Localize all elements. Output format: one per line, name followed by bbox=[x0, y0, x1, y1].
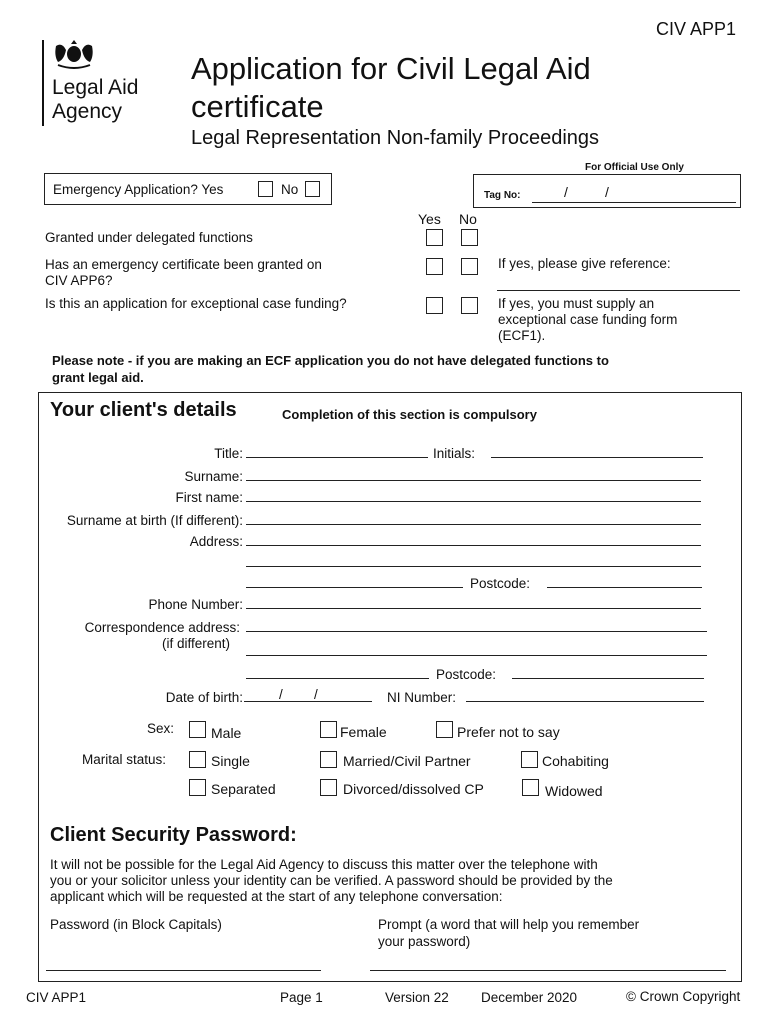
ecf-yes-checkbox[interactable] bbox=[426, 297, 443, 314]
sex-male-checkbox[interactable] bbox=[189, 721, 206, 738]
dob-slash-1: / bbox=[279, 687, 283, 702]
sex-prefer-not-label: Prefer not to say bbox=[457, 724, 560, 740]
footer-version: Version 22 bbox=[385, 990, 449, 1005]
royal-crest-icon bbox=[52, 38, 96, 70]
emergency-no-checkbox[interactable] bbox=[305, 181, 320, 197]
ecf-note-line3: (ECF1). bbox=[498, 328, 546, 343]
reference-field[interactable] bbox=[497, 290, 740, 291]
marital-separated-checkbox[interactable] bbox=[189, 779, 206, 796]
marital-single-label: Single bbox=[211, 753, 250, 769]
client-details-heading: Your client's details bbox=[50, 399, 237, 421]
surname-field[interactable] bbox=[246, 480, 701, 481]
tag-slash-1: / bbox=[564, 184, 568, 200]
ni-field[interactable] bbox=[466, 701, 704, 702]
security-para-line1: It will not be possible for the Legal Aid Agency to discuss this matter over the telephone with bbox=[50, 857, 598, 872]
prompt-label-line1: Prompt (a word that will help you remember bbox=[378, 917, 640, 932]
question-emergency-cert-line2: CIV APP6? bbox=[45, 273, 113, 288]
ni-label: NI Number: bbox=[387, 690, 457, 705]
sex-prefer-not-checkbox[interactable] bbox=[436, 721, 453, 738]
tag-no-label: Tag No: bbox=[484, 190, 521, 201]
marital-status-label: Marital status: bbox=[82, 752, 167, 767]
marital-married-label: Married/Civil Partner bbox=[343, 753, 471, 769]
delegated-yes-checkbox[interactable] bbox=[426, 229, 443, 246]
emergency-no-label: No bbox=[281, 182, 299, 197]
marital-married-checkbox[interactable] bbox=[320, 751, 337, 768]
surname-birth-field[interactable] bbox=[246, 524, 701, 525]
page-title-line1: Application for Civil Legal Aid bbox=[191, 51, 591, 86]
sex-male-label: Male bbox=[211, 725, 242, 741]
first-name-field[interactable] bbox=[246, 501, 701, 502]
sex-female-checkbox[interactable] bbox=[320, 721, 337, 738]
marital-cohabiting-checkbox[interactable] bbox=[521, 751, 538, 768]
footer-form-code: CIV APP1 bbox=[26, 990, 87, 1005]
emergency-cert-yes-checkbox[interactable] bbox=[426, 258, 443, 275]
password-label: Password (in Block Capitals) bbox=[50, 917, 222, 932]
marital-cohabiting-label: Cohabiting bbox=[542, 753, 609, 769]
phone-label: Phone Number: bbox=[148, 597, 243, 612]
logo bbox=[42, 38, 182, 130]
phone-field[interactable] bbox=[246, 608, 701, 609]
correspondence-field-3[interactable] bbox=[246, 678, 429, 679]
logo-bar bbox=[42, 40, 44, 126]
surname-label: Surname: bbox=[184, 469, 243, 484]
correspondence-field-2[interactable] bbox=[246, 655, 707, 656]
emergency-box bbox=[44, 173, 332, 205]
correspondence-label-line2: (if different) bbox=[161, 636, 230, 651]
initials-label: Initials: bbox=[433, 446, 476, 461]
sex-female-label: Female bbox=[340, 724, 387, 740]
correspondence-label-line1: Correspondence address: bbox=[84, 620, 240, 635]
question-ecf: Is this an application for exceptional case funding? bbox=[45, 296, 347, 311]
dob-slash-2: / bbox=[314, 687, 318, 702]
ecf-no-checkbox[interactable] bbox=[461, 297, 478, 314]
address-field-3[interactable] bbox=[246, 587, 463, 588]
footer-date: December 2020 bbox=[481, 990, 578, 1005]
page-subtitle: Legal Representation Non-family Proceedings bbox=[191, 127, 600, 149]
correspondence-field-1[interactable] bbox=[246, 631, 707, 632]
page-title-line2: certificate bbox=[191, 89, 324, 124]
correspondence-postcode-label: Postcode: bbox=[436, 667, 497, 682]
no-header: No bbox=[459, 211, 477, 227]
address-field-2[interactable] bbox=[246, 566, 701, 567]
postcode-field[interactable] bbox=[547, 587, 702, 588]
footer-copyright: © Crown Copyright bbox=[626, 989, 741, 1004]
address-label: Address: bbox=[189, 534, 243, 549]
postcode-label: Postcode: bbox=[470, 576, 531, 591]
emergency-yes-checkbox[interactable] bbox=[258, 181, 273, 197]
marital-divorced-checkbox[interactable] bbox=[320, 779, 337, 796]
ecf-warning-line2: grant legal aid. bbox=[52, 370, 144, 385]
correspondence-postcode-field[interactable] bbox=[512, 678, 704, 679]
security-heading: Client Security Password: bbox=[50, 824, 297, 846]
yes-header: Yes bbox=[418, 211, 441, 227]
reference-note: If yes, please give reference: bbox=[498, 256, 671, 271]
client-details-subheading: Completion of this section is compulsory bbox=[282, 407, 537, 422]
emergency-label: Emergency Application? Yes bbox=[53, 182, 224, 197]
initials-field[interactable] bbox=[491, 457, 703, 458]
logo-line1: Legal Aid bbox=[52, 76, 139, 99]
ecf-note-line1: If yes, you must supply an bbox=[498, 296, 655, 311]
question-emergency-cert-line1: Has an emergency certificate been granted on bbox=[45, 257, 322, 272]
address-field-1[interactable] bbox=[246, 545, 701, 546]
form-code-top: CIV APP1 bbox=[656, 19, 737, 39]
tag-slash-2: / bbox=[605, 184, 609, 200]
title-label: Title: bbox=[214, 446, 243, 461]
dob-label: Date of birth: bbox=[165, 690, 243, 705]
delegated-no-checkbox[interactable] bbox=[461, 229, 478, 246]
logo-line2: Agency bbox=[52, 100, 123, 123]
tag-no-field[interactable] bbox=[532, 202, 736, 203]
ecf-warning-line1: Please note - if you are making an ECF application you do not have delegated functions to bbox=[52, 353, 609, 368]
ecf-note-line2: exceptional case funding form bbox=[498, 312, 678, 327]
marital-widowed-label: Widowed bbox=[545, 783, 603, 799]
emergency-cert-no-checkbox[interactable] bbox=[461, 258, 478, 275]
dob-field[interactable] bbox=[244, 701, 372, 702]
marital-divorced-label: Divorced/dissolved CP bbox=[343, 781, 484, 797]
marital-widowed-checkbox[interactable] bbox=[522, 779, 539, 796]
security-para-line2: you or your solicitor unless your identity can be verified. A password should be provided by the bbox=[50, 873, 613, 888]
security-para-line3: applicant which will be requested at the start of any telephone conversation: bbox=[50, 889, 503, 904]
question-delegated: Granted under delegated functions bbox=[45, 230, 253, 245]
official-use-heading: For Official Use Only bbox=[585, 162, 684, 173]
first-name-label: First name: bbox=[175, 490, 243, 505]
sex-label: Sex: bbox=[147, 721, 175, 736]
password-field[interactable] bbox=[46, 970, 321, 971]
surname-birth-label: Surname at birth (If different): bbox=[66, 513, 243, 528]
footer-page: Page 1 bbox=[280, 990, 323, 1005]
marital-single-checkbox[interactable] bbox=[189, 751, 206, 768]
official-use-box bbox=[473, 174, 741, 208]
prompt-field[interactable] bbox=[370, 970, 726, 971]
prompt-label-line2: your password) bbox=[378, 934, 471, 949]
marital-separated-label: Separated bbox=[211, 781, 276, 797]
title-field[interactable] bbox=[246, 457, 428, 458]
